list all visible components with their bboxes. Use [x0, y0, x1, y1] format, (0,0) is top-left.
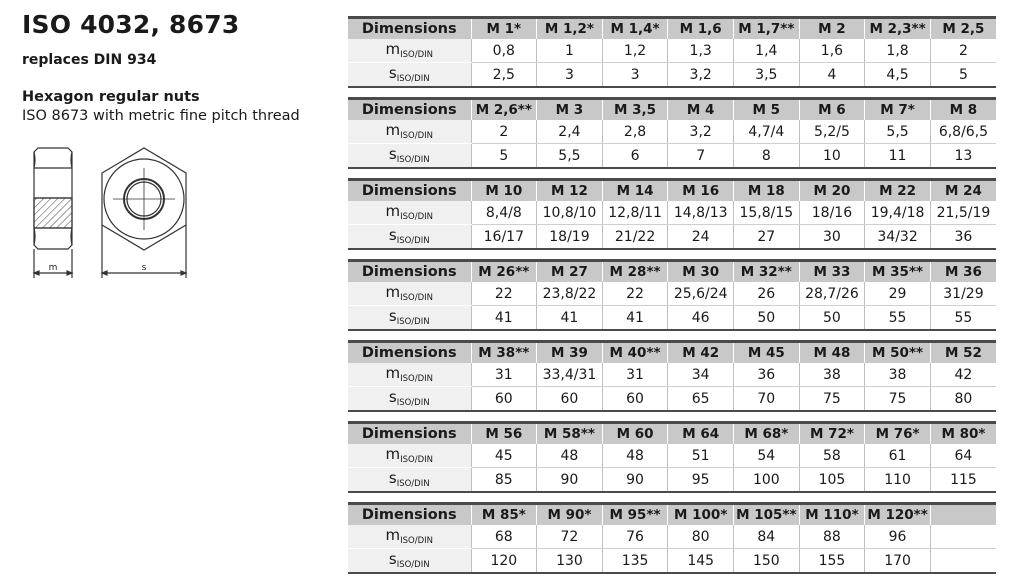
nut-front-view: [102, 148, 186, 278]
value-cell: 5,2/5: [799, 120, 865, 144]
value-cell: 31/29: [930, 282, 996, 306]
dimension-table: [348, 421, 996, 493]
thread-size-cell: M 76*: [865, 423, 931, 445]
value-cell: 3,5: [734, 63, 800, 88]
thread-size-cell: M 1,7**: [734, 18, 800, 40]
value-cell: 25,6/24: [668, 282, 734, 306]
dimension-table: [348, 502, 996, 574]
thread-size-cell: M 68*: [734, 423, 800, 445]
value-cell: 4,7/4: [734, 120, 800, 144]
row-label-symbol: s: [388, 469, 397, 487]
row-label-subscript: ISO/DIN: [396, 317, 430, 327]
value-cell: 31: [471, 363, 537, 387]
dimension-tables: [348, 16, 996, 583]
value-cell: 22: [602, 282, 668, 306]
page-title: ISO 4032, 8673: [22, 10, 240, 39]
row-label-subscript: ISO/DIN: [400, 293, 433, 303]
nut-side-view: [34, 148, 72, 278]
thread-size-cell: M 10: [471, 180, 537, 202]
row-label-width-s: [348, 63, 471, 88]
value-cell: 15,8/15: [734, 201, 800, 225]
row-label-symbol: s: [388, 307, 397, 325]
row-label-width-s: [348, 387, 471, 412]
value-cell: 22: [471, 282, 537, 306]
row-label-subscript: ISO/DIN: [400, 50, 433, 60]
value-cell: 21/22: [602, 225, 668, 250]
value-cell: 28,7/26: [799, 282, 865, 306]
thread-size-cell: M 8: [930, 99, 996, 121]
value-cell: 41: [602, 306, 668, 331]
row-label-symbol: s: [388, 145, 397, 163]
value-cell: 2,5: [471, 63, 537, 88]
table-row-height-m: [348, 525, 996, 549]
value-cell: 75: [865, 387, 931, 412]
row-label-symbol: m: [385, 283, 401, 301]
row-label-symbol: s: [388, 388, 397, 406]
table-row-width-s: [348, 225, 996, 250]
row-label-symbol: m: [385, 40, 401, 58]
row-label-height-m: [348, 39, 471, 63]
thread-size-cell: M 2,5: [930, 18, 996, 40]
thread-size-cell: M 5: [734, 99, 800, 121]
row-label-height-m: [348, 363, 471, 387]
row-label-subscript: ISO/DIN: [400, 455, 433, 465]
thread-size-cell: M 72*: [799, 423, 865, 445]
value-cell: 18/16: [799, 201, 865, 225]
table-row-height-m: [348, 444, 996, 468]
value-cell: 33,4/31: [537, 363, 603, 387]
value-cell: 50: [734, 306, 800, 331]
row-label-height-m: [348, 282, 471, 306]
table-header-row: [348, 180, 996, 202]
dimensions-header: Dimensions: [348, 342, 471, 364]
thread-size-cell: M 40**: [602, 342, 668, 364]
value-cell: [930, 525, 996, 549]
row-label-width-s: [348, 468, 471, 493]
dimensions-header: Dimensions: [348, 18, 471, 40]
dimensions-header: Dimensions: [348, 180, 471, 202]
value-cell: 1,4: [734, 39, 800, 63]
value-cell: 18/19: [537, 225, 603, 250]
value-cell: 90: [537, 468, 603, 493]
value-cell: 155: [799, 549, 865, 574]
table-row-height-m: [348, 363, 996, 387]
thread-size-cell: M 20: [799, 180, 865, 202]
row-label-subscript: ISO/DIN: [396, 560, 430, 570]
value-cell: 68: [471, 525, 537, 549]
value-cell: 29: [865, 282, 931, 306]
value-cell: 75: [799, 387, 865, 412]
value-cell: 2: [471, 120, 537, 144]
thread-size-cell: M 1,4*: [602, 18, 668, 40]
value-cell: 24: [668, 225, 734, 250]
value-cell: 130: [537, 549, 603, 574]
thread-size-cell: M 36: [930, 261, 996, 283]
value-cell: 21,5/19: [930, 201, 996, 225]
thread-size-cell: M 30: [668, 261, 734, 283]
value-cell: 6: [602, 144, 668, 169]
table-header-row: [348, 423, 996, 445]
row-label-subscript: ISO/DIN: [400, 536, 433, 546]
value-cell: 105: [799, 468, 865, 493]
thread-size-cell: M 3: [537, 99, 603, 121]
value-cell: 1,2: [602, 39, 668, 63]
dimensions-header: Dimensions: [348, 504, 471, 526]
thread-size-cell: M 38**: [471, 342, 537, 364]
value-cell: 36: [734, 363, 800, 387]
value-cell: 19,4/18: [865, 201, 931, 225]
value-cell: 96: [865, 525, 931, 549]
row-label-symbol: m: [385, 202, 401, 220]
table-header-row: [348, 504, 996, 526]
value-cell: 11: [865, 144, 931, 169]
thread-size-cell: M 12: [537, 180, 603, 202]
value-cell: 3,2: [668, 63, 734, 88]
dimension-table: [348, 97, 996, 169]
value-cell: 27: [734, 225, 800, 250]
value-cell: 1,6: [799, 39, 865, 63]
row-label-symbol: m: [385, 445, 401, 463]
value-cell: 45: [471, 444, 537, 468]
row-label-subscript: ISO/DIN: [396, 479, 430, 489]
dimension-table: [348, 178, 996, 250]
table-row-height-m: [348, 282, 996, 306]
thread-size-cell: M 24: [930, 180, 996, 202]
thread-size-cell: M 6: [799, 99, 865, 121]
thread-size-cell: M 39: [537, 342, 603, 364]
value-cell: 85: [471, 468, 537, 493]
table-header-row: [348, 99, 996, 121]
thread-size-cell: M 52: [930, 342, 996, 364]
row-label-symbol: s: [388, 64, 397, 82]
value-cell: 110: [865, 468, 931, 493]
value-cell: 8,4/8: [471, 201, 537, 225]
value-cell: 30: [799, 225, 865, 250]
thread-size-cell: M 1*: [471, 18, 537, 40]
value-cell: 65: [668, 387, 734, 412]
value-cell: 3: [602, 63, 668, 88]
thread-size-cell: M 100*: [668, 504, 734, 526]
row-label-subscript: ISO/DIN: [400, 374, 433, 384]
value-cell: 4: [799, 63, 865, 88]
thread-size-cell: M 14: [602, 180, 668, 202]
row-label-subscript: ISO/DIN: [400, 131, 433, 141]
value-cell: 60: [471, 387, 537, 412]
thread-size-cell: M 1,2*: [537, 18, 603, 40]
dimension-label-m: m: [48, 263, 58, 273]
thread-size-cell: M 85*: [471, 504, 537, 526]
value-cell: 26: [734, 282, 800, 306]
dimensions-header: Dimensions: [348, 423, 471, 445]
thread-size-cell: M 105**: [734, 504, 800, 526]
value-cell: 38: [799, 363, 865, 387]
value-cell: 61: [865, 444, 931, 468]
thread-size-cell: M 27: [537, 261, 603, 283]
value-cell: 170: [865, 549, 931, 574]
value-cell: 150: [734, 549, 800, 574]
value-cell: 0,8: [471, 39, 537, 63]
value-cell: 38: [865, 363, 931, 387]
value-cell: 7: [668, 144, 734, 169]
value-cell: 2: [930, 39, 996, 63]
value-cell: 12,8/11: [602, 201, 668, 225]
value-cell: 55: [865, 306, 931, 331]
value-cell: 8: [734, 144, 800, 169]
dimension-table: [348, 259, 996, 331]
thread-size-cell: M 2: [799, 18, 865, 40]
value-cell: 70: [734, 387, 800, 412]
value-cell: [930, 549, 996, 574]
thread-size-cell: M 56: [471, 423, 537, 445]
dimensions-header: Dimensions: [348, 99, 471, 121]
value-cell: 80: [930, 387, 996, 412]
value-cell: 64: [930, 444, 996, 468]
table-row-height-m: [348, 39, 996, 63]
row-label-subscript: ISO/DIN: [396, 155, 430, 165]
table-row-width-s: [348, 306, 996, 331]
value-cell: 2,4: [537, 120, 603, 144]
value-cell: 58: [799, 444, 865, 468]
thread-size-cell: [930, 504, 996, 526]
value-cell: 16/17: [471, 225, 537, 250]
hex-nut-drawing: [24, 140, 204, 290]
value-cell: 135: [602, 549, 668, 574]
thread-size-cell: M 45: [734, 342, 800, 364]
value-cell: 34: [668, 363, 734, 387]
thread-size-cell: M 2,3**: [865, 18, 931, 40]
value-cell: 60: [602, 387, 668, 412]
value-cell: 1: [537, 39, 603, 63]
value-cell: 54: [734, 444, 800, 468]
row-label-subscript: ISO/DIN: [396, 236, 430, 246]
thread-size-cell: M 90*: [537, 504, 603, 526]
thread-size-cell: M 95**: [602, 504, 668, 526]
value-cell: 23,8/22: [537, 282, 603, 306]
row-label-symbol: m: [385, 364, 401, 382]
value-cell: 3: [537, 63, 603, 88]
row-label-width-s: [348, 225, 471, 250]
value-cell: 72: [537, 525, 603, 549]
table-header-row: [348, 342, 996, 364]
table-row-width-s: [348, 63, 996, 88]
thread-size-cell: M 60: [602, 423, 668, 445]
table-row-height-m: [348, 120, 996, 144]
value-cell: 13: [930, 144, 996, 169]
value-cell: 88: [799, 525, 865, 549]
thread-size-cell: M 110*: [799, 504, 865, 526]
thread-size-cell: M 28**: [602, 261, 668, 283]
table-row-width-s: [348, 144, 996, 169]
thread-size-cell: M 48: [799, 342, 865, 364]
thread-size-cell: M 26**: [471, 261, 537, 283]
thread-size-cell: M 4: [668, 99, 734, 121]
product-heading: Hexagon regular nuts: [22, 89, 200, 105]
thread-size-cell: M 1,6: [668, 18, 734, 40]
table-row-width-s: [348, 468, 996, 493]
row-label-width-s: [348, 549, 471, 574]
thread-size-cell: M 42: [668, 342, 734, 364]
table-header-row: [348, 18, 996, 40]
value-cell: 5: [930, 63, 996, 88]
row-label-height-m: [348, 525, 471, 549]
value-cell: 120: [471, 549, 537, 574]
value-cell: 10: [799, 144, 865, 169]
value-cell: 5: [471, 144, 537, 169]
row-label-subscript: ISO/DIN: [396, 74, 430, 84]
thread-size-cell: M 50**: [865, 342, 931, 364]
dimension-label-s: s: [141, 263, 147, 273]
thread-size-cell: M 16: [668, 180, 734, 202]
row-label-height-m: [348, 444, 471, 468]
thread-size-cell: M 58**: [537, 423, 603, 445]
value-cell: 1,3: [668, 39, 734, 63]
value-cell: 2,8: [602, 120, 668, 144]
value-cell: 60: [537, 387, 603, 412]
value-cell: 145: [668, 549, 734, 574]
value-cell: 55: [930, 306, 996, 331]
value-cell: 41: [537, 306, 603, 331]
value-cell: 95: [668, 468, 734, 493]
value-cell: 5,5: [865, 120, 931, 144]
table-row-height-m: [348, 201, 996, 225]
value-cell: 76: [602, 525, 668, 549]
value-cell: 14,8/13: [668, 201, 734, 225]
thread-size-cell: M 3,5: [602, 99, 668, 121]
page-subtitle: replaces DIN 934: [22, 52, 157, 68]
value-cell: 50: [799, 306, 865, 331]
value-cell: 1,8: [865, 39, 931, 63]
thread-size-cell: M 35**: [865, 261, 931, 283]
value-cell: 48: [537, 444, 603, 468]
row-label-symbol: s: [388, 550, 397, 568]
value-cell: 90: [602, 468, 668, 493]
row-label-height-m: [348, 120, 471, 144]
thread-size-cell: M 120**: [865, 504, 931, 526]
value-cell: 84: [734, 525, 800, 549]
table-row-width-s: [348, 549, 996, 574]
row-label-width-s: [348, 306, 471, 331]
thread-size-cell: M 64: [668, 423, 734, 445]
value-cell: 6,8/6,5: [930, 120, 996, 144]
value-cell: 34/32: [865, 225, 931, 250]
value-cell: 5,5: [537, 144, 603, 169]
dimensions-header: Dimensions: [348, 261, 471, 283]
product-description: ISO 8673 with metric fine pitch thread: [22, 108, 300, 124]
value-cell: 46: [668, 306, 734, 331]
value-cell: 100: [734, 468, 800, 493]
thread-size-cell: M 32**: [734, 261, 800, 283]
value-cell: 48: [602, 444, 668, 468]
value-cell: 115: [930, 468, 996, 493]
row-label-symbol: m: [385, 526, 401, 544]
value-cell: 51: [668, 444, 734, 468]
row-label-subscript: ISO/DIN: [400, 212, 433, 222]
row-label-symbol: s: [388, 226, 397, 244]
value-cell: 41: [471, 306, 537, 331]
thread-size-cell: M 80*: [930, 423, 996, 445]
dimension-table: [348, 16, 996, 88]
row-label-width-s: [348, 144, 471, 169]
value-cell: 10,8/10: [537, 201, 603, 225]
dimension-table: [348, 340, 996, 412]
value-cell: 3,2: [668, 120, 734, 144]
value-cell: 31: [602, 363, 668, 387]
table-row-width-s: [348, 387, 996, 412]
thread-size-cell: M 18: [734, 180, 800, 202]
value-cell: 42: [930, 363, 996, 387]
value-cell: 36: [930, 225, 996, 250]
value-cell: 4,5: [865, 63, 931, 88]
row-label-symbol: m: [385, 121, 401, 139]
thread-size-cell: M 33: [799, 261, 865, 283]
value-cell: 80: [668, 525, 734, 549]
thread-size-cell: M 22: [865, 180, 931, 202]
thread-size-cell: M 7*: [865, 99, 931, 121]
thread-size-cell: M 2,6**: [471, 99, 537, 121]
row-label-height-m: [348, 201, 471, 225]
table-header-row: [348, 261, 996, 283]
row-label-subscript: ISO/DIN: [396, 398, 430, 408]
